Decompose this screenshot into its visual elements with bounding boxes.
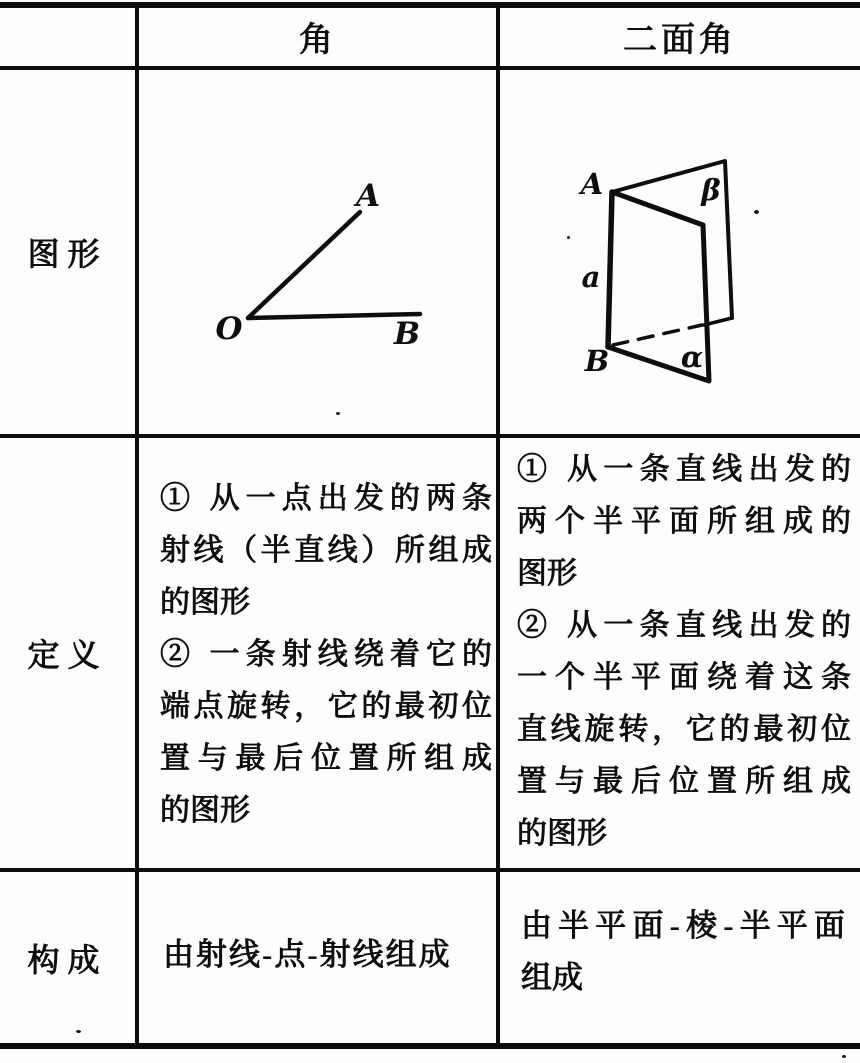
row-label-composition (0, 872, 135, 1043)
dihedral-figure (500, 69, 860, 434)
header-dihedral (500, 8, 860, 64)
scan-noise-dot (567, 236, 570, 239)
header-angle-label: 角 (299, 21, 337, 59)
definition-angle-line: 的图形 (160, 794, 250, 827)
angle-point-B-label: B (393, 316, 421, 352)
angle-figure (140, 69, 496, 434)
dihedral-point-B-label: B (584, 344, 610, 378)
edge-AB (608, 192, 612, 347)
header-angle (140, 8, 496, 64)
composition-dihedral-line: 组成 (521, 960, 583, 995)
definition-dihedral-line: ② 从一条直线出发的 (517, 609, 851, 642)
angle-point-A-label: A (355, 178, 381, 214)
definition-dihedral-line: ① 从一条直线出发的 (517, 453, 851, 486)
definition-row-label-text: 定义 (27, 637, 108, 673)
definition-dihedral-line: 置与最后位置所组成 (517, 765, 851, 798)
scan-noise-dot (754, 210, 759, 214)
definition-dihedral-text (517, 444, 851, 860)
definition-dihedral-line: 两个半平面所组成的 (517, 505, 851, 538)
dihedral-edge-a-label: a (581, 260, 601, 294)
angle-vertex-O-label: O (215, 311, 243, 347)
front-plane-alpha-label: α (680, 340, 704, 374)
back-plane-beta-label: β (701, 173, 721, 207)
definition-dihedral-line: 一个半平面绕着这条 (517, 661, 851, 694)
definition-angle-line: 置与最后位置所组成 (160, 742, 492, 775)
composition-angle-text (163, 929, 493, 981)
header-dihedral-label: 二面角 (623, 21, 737, 59)
definition-angle-text (160, 473, 492, 837)
composition-row-label-text: 构成 (27, 941, 108, 978)
ray-OA (248, 212, 360, 318)
definition-angle-line: 射线（半直线）所组成 (160, 534, 492, 567)
scan-noise-dot (842, 1055, 846, 1058)
definition-dihedral-line: 图形 (517, 557, 577, 590)
scan-noise-dot (336, 412, 340, 415)
definition-angle-line: 的图形 (160, 586, 250, 619)
definition-angle-line: ② 一条射线绕着它的 (160, 638, 492, 671)
composition-dihedral-line: 由半平面-棱-半平面 (521, 908, 845, 943)
table-border-bottom (0, 1043, 860, 1049)
row-label-figure (0, 70, 135, 434)
dihedral-point-A-label: A (580, 167, 604, 201)
row-label-definition (0, 438, 135, 868)
composition-angle-line: 由射线-点-射线组成 (163, 937, 452, 972)
scan-noise-dot (76, 1030, 81, 1033)
definition-dihedral-line: 的图形 (517, 817, 607, 850)
composition-dihedral-text (521, 900, 845, 1004)
column-divider-1 (135, 2, 139, 1049)
definition-angle-line: 端点旋转，它的最初位 (160, 690, 492, 723)
definition-angle-line: ① 从一点出发的两条 (160, 482, 492, 515)
figure-row-label-text: 图形 (27, 236, 108, 272)
definition-dihedral-line: 直线旋转，它的最初位 (517, 713, 851, 746)
